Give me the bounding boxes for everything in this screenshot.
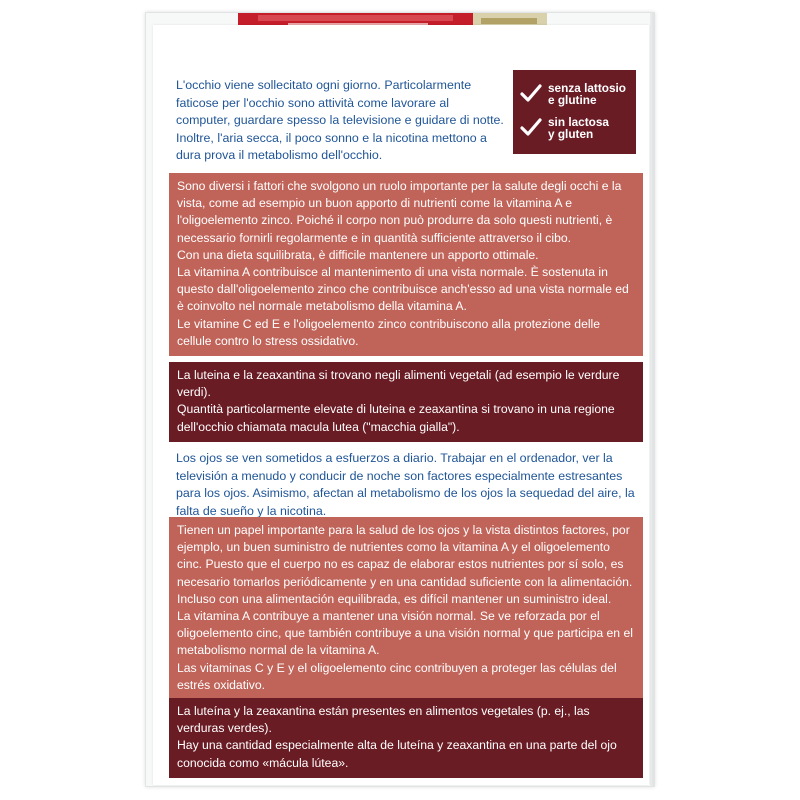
paragraph: Con una dieta squilibrata, è difficile mantenere un apporto ottimale. (177, 247, 539, 262)
paragraph: Hay una cantidad especialmente alta de luteína y zeaxantina en una parte del ojo conocida como «mácula lútea». (177, 738, 617, 770)
paragraph: La luteina e la zeaxantina si trovano negli alimenti vegetali (ad esempio le verdure verdi). (177, 368, 620, 400)
badge-line: senza lattosio (548, 81, 627, 95)
check-icon (520, 83, 542, 105)
paragraph: La vitamina A contribuye a mantener una visión normal. Se ve reforzada por el oligoelemento cinc, que también contribuye a una visión normal y que participa en el metabolismo normal de la vitamina A. (177, 609, 633, 658)
badge-text-it (548, 82, 626, 106)
paragraph: Tienen un papel importante para la salud de los ojos y la vista distintos factores, por ejemplo, un buen suministro de nutrientes como la vitamina A y el oligoelemento cinc. Puesto que el cuerpo no es capaz de elaborar estos nutrientes por sí solo, es necesario tomarlos periódicamente y en una cantidad suficiente con la alimentación. (177, 523, 633, 589)
box-face (153, 25, 649, 785)
product-box-back (145, 12, 655, 787)
paragraph: La luteína y la zeaxantina están presentes en alimentos vegetales (p. ej., las verduras verdes). (177, 704, 590, 736)
paragraph: Sono diversi i fattori che svolgono un ruolo importante per la salute degli occhi e la vista, come ad esempio un buon apporto di nutrienti come la vitamina A e l'oligoelemento zinco. Poiché il corpo non può produrre da solo questi nutrienti, è necessario fornirli regolarmente e in quantità sufficiente attraverso il cibo. (177, 179, 622, 245)
paragraph: Quantità particolarmente elevate di luteina e zeaxantina si trovano in una regione dell'occhio chiamata macula lutea ("macchia gialla"). (177, 402, 615, 434)
nutrients-panel-italian (169, 173, 643, 356)
paragraph: Las vitaminas C y E y el oligoelemento cinc contribuyen a proteger las células del estrés oxidativo. (177, 660, 617, 692)
intro-text-italian: L'occhio viene sollecitato ogni giorno. Particolarmente faticose per l'occhio sono attività come lavorare al computer, guardare spesso la televisione e guidare di notte. Inoltre, l'aria secca, il poco sonno e la nicotina mettono a dura prova il metabolismo dell'occhio. (176, 78, 504, 162)
badge-row-es (520, 116, 609, 140)
paragraph: Incluso con una alimentación equilibrada, es difícil mantener un suministro ideal. (177, 591, 612, 606)
intro-text-spanish: Los ojos se ven sometidos a esfuerzos a diario. Trabajar en el ordenador, ver la televisión a menudo y conducir de noche son factores especialmente estresantes para los ojos. Asimismo, afectan al metabolismo de los ojos la sequedad del aire, la falta de sueño y la nicotina. (176, 451, 635, 518)
badge-line: y gluten (548, 127, 594, 141)
check-icon (520, 117, 542, 139)
badge-line: e glutine (548, 93, 597, 107)
nutrients-panel-spanish (169, 517, 643, 700)
paragraph: La vitamina A contribuisce al mantenimento di una vista normale. È sostenuta in questo dall'oligoelemento zinco che contribuisce anch'esso ad una vista normale ed è coinvolto nel normale metabolismo della vitamina A. (177, 265, 629, 314)
free-from-badge (513, 70, 636, 154)
paragraph: Le vitamine C ed E e l'oligoelemento zinco contribuiscono alla protezione delle cellule contro lo stress ossidativo. (177, 316, 601, 348)
badge-row-it (520, 82, 626, 106)
lutein-panel-spanish (169, 698, 643, 778)
lutein-panel-italian (169, 362, 643, 442)
badge-line: sin lactosa (548, 115, 609, 129)
box-side-edge (650, 13, 654, 786)
badge-text-es (548, 116, 609, 140)
